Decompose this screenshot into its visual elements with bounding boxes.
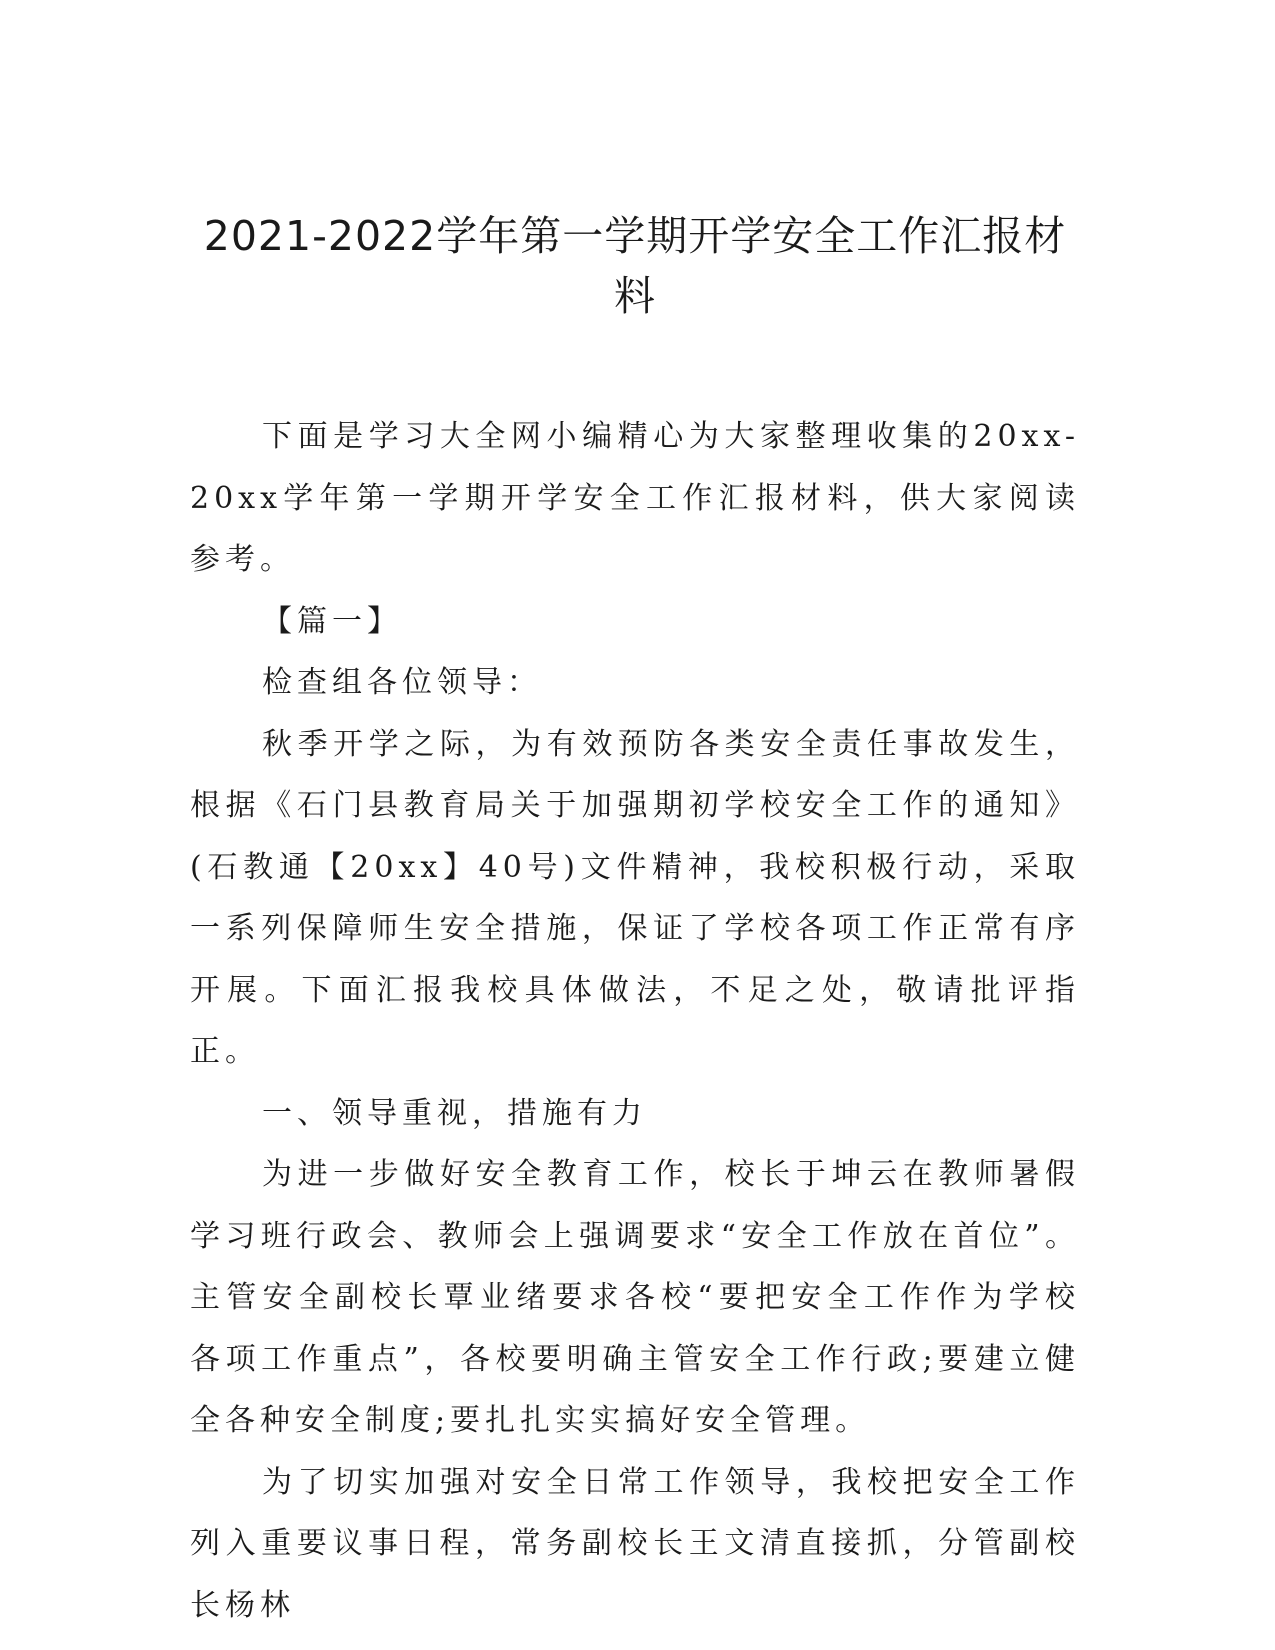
body-paragraph: 为进一步做好安全教育工作，校长于坤云在教师暑假学习班行政会、教师会上强调要求“安全工作放在首位”。主管安全副校长覃业绪要求各校“要把安全工作作为学校各项工作重点”，各校要明确主管安全工作行政;要建立健全各种安全制度;要扎扎实实搞好安全管理。 [190, 1157, 1080, 1438]
section-heading-part-one: 【篇一】 [262, 603, 402, 639]
salutation: 检查组各位领导： [262, 665, 542, 700]
document-title: 2021-2022学年第一学期开学安全工作汇报材料 [203, 212, 1067, 320]
document-page [190, 0, 1080, 1650]
intro-paragraph: 下面是学习大全网小编精心为大家整理收集的20xx-20xx学年第一学期开学安全工作汇报材料，供大家阅读参考。 [190, 419, 1080, 577]
body-paragraph: 秋季开学之际，为有效预防各类安全责任事故发生，根据《石门县教育局关于加强期初学校安全工作的通知》(石教通【20xx】40号)文件精神，我校积极行动，采取一系列保障师生安全措施，保证了学校各项工作正常有序开展。下面汇报我校具体做法，不足之处，敬请批评指正。 [190, 726, 1080, 1069]
section-heading-1: 一、领导重视，措施有力 [262, 1095, 647, 1131]
document-body [190, 406, 1080, 1636]
body-paragraph: 为了切实加强对安全日常工作领导，我校把安全工作列入重要议事日程，常务副校长王文清直接抓，分管副校长杨林 [190, 1464, 1080, 1623]
